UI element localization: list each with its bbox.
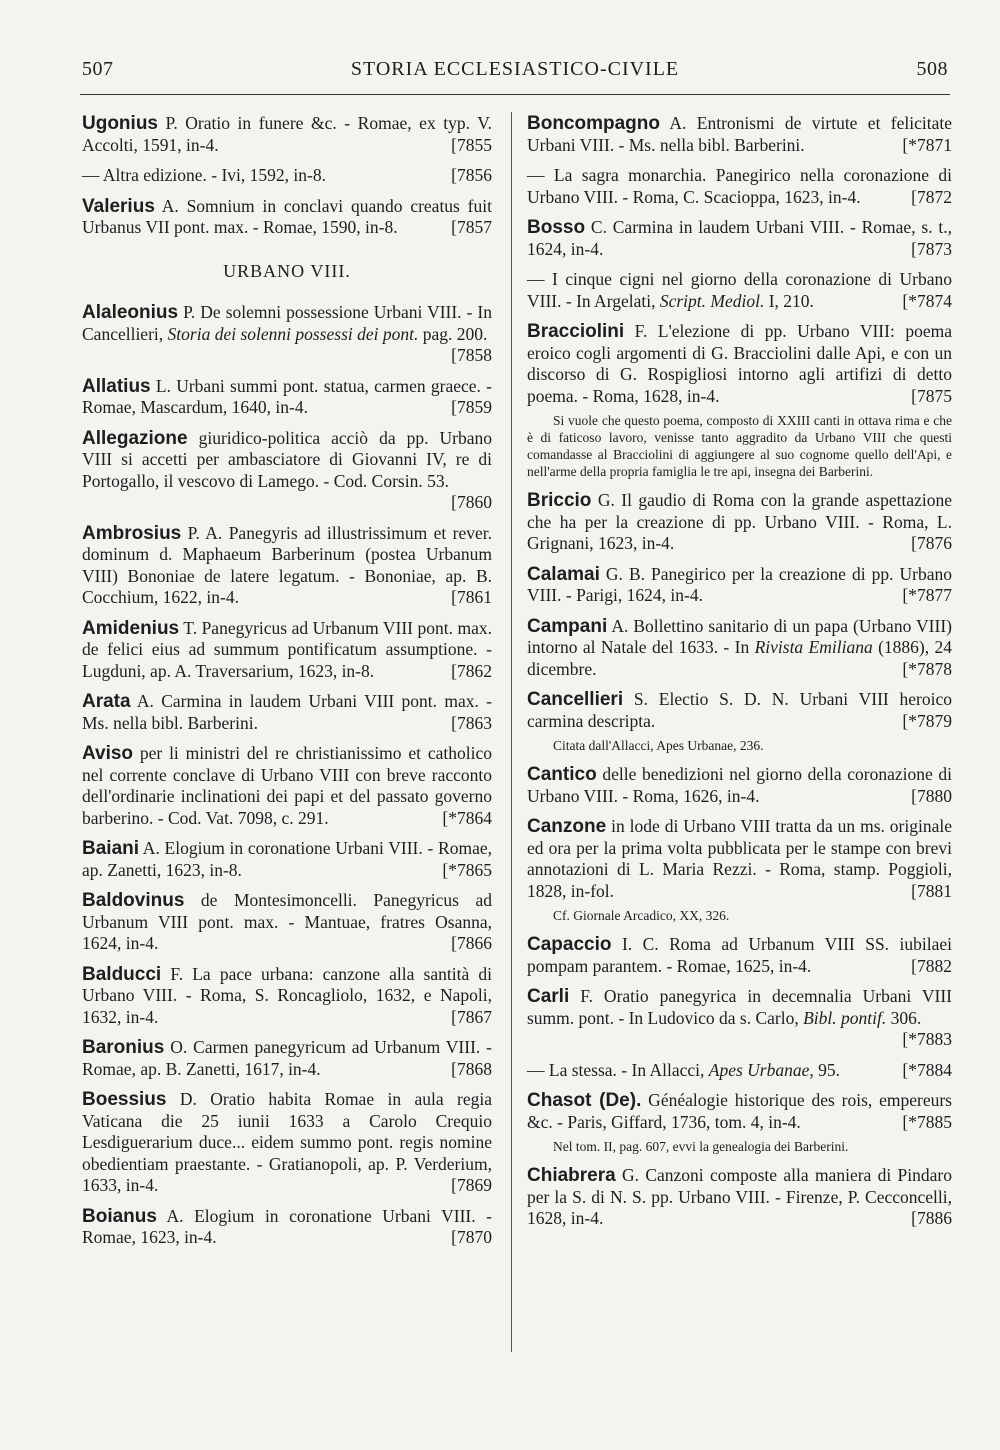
bibliography-entry [82,890,492,955]
entry-text: L. Urbani summi pont. statua, carmen graece. - Romae, Mascardum, 1640, in-4. [82,375,492,417]
entry-text-continued: 306. [886,1007,922,1028]
entry-number: [7856 [451,165,492,185]
entry-number: [*7885 [902,1111,952,1132]
entry-number: [7863 [451,712,492,733]
entry-author: Cantico [527,764,597,785]
entry-author: Boncompagno [527,113,660,134]
bibliography-entry [527,217,952,260]
entry-text: de Montesimoncelli. Panegyricus ad Urbanum VIII pont. max. - Mantuae, fratres Osanna, 1624, in-4. [82,890,492,953]
entry-author: Baronius [82,1037,165,1058]
entry-text: A. Entronismi de virtute et felicitate Urbani VIII. - Ms. nella bibl. Barberini. [527,113,952,155]
bibliography-entry [527,934,952,977]
entry-italic-title: Rivista Emiliana [754,637,873,657]
entry-text: delle benedizioni nel giorno della coronazione di Urbano VIII. - Roma, 1626, in-4. [527,764,952,806]
entry-text: A. Elogium in coronatione Urbani VIII. - Romae, 1623, in-4. [82,1205,492,1247]
entry-text: G. Il gaudio di Roma con la grande aspettazione che ha per la creazione di pp. Urbano VIII. - Roma, L. Grignani, 1623, in-4. [527,490,952,553]
entry-number: [7881 [911,880,952,901]
entry-author: Valerius [82,195,155,217]
section-heading: URBANO VIII. [223,260,351,281]
entry-author: Arata [82,691,131,712]
entry-text: — La sagra monarchia. Panegirico nella coronazione di Urbano VIII. - Roma, C. Scacioppa, 1623, in-4. [527,165,952,207]
bibliography-entry [82,523,492,609]
entry-author: Boessius [82,1089,167,1110]
entry-note: Citata dall'Allacci, Apes Urbanae, 236. [553,738,764,753]
entry-author: Amidenius [82,617,180,639]
bibliography-entry [82,428,492,514]
entry-text: F. La pace urbana: canzone alla santità di Urbano VIII. - Roma, S. Roncagliolo, 1632, e Napoli, 1632, in-4. [82,963,492,1027]
left-column [82,113,492,1258]
bibliography-entry [527,113,952,156]
entry-number: [*7884 [902,1059,952,1080]
bibliography-entry [527,490,952,555]
bibliography-entry [82,743,492,829]
entry-number: [*7878 [902,658,952,679]
entry-author: Chiabrera [527,1165,616,1186]
entry-number: [*7865 [442,859,492,880]
entry-number: [*7871 [902,134,952,155]
header-rule [80,94,950,95]
entry-author: Allegazione [82,427,188,449]
entry-author: Allatius [82,375,151,397]
entry-text: C. Carmina in laudem Urbani VIII. - Romae, s. t., 1624, in-4. [527,217,952,259]
bibliography-entry [527,1090,952,1133]
bibliography-entry [527,986,952,1051]
entry-italic-title: Storia dei solenni possessi dei pont. [167,323,419,344]
entry-italic-title: Apes Urbanae, [708,1059,814,1080]
entry-author: Briccio [527,490,592,511]
entry-number: [7872 [911,186,952,207]
entry-author: Alaleonius [82,302,179,323]
column-divider [511,112,512,1352]
entry-number: [7861 [451,587,492,607]
bibliography-entry [527,689,952,732]
entry-text: A. Elogium in coronatione Urbani VIII. - Romae, ap. Zanetti, 1623, in-8. [82,838,492,880]
entry-number: [7873 [911,238,952,259]
entry-number: [7862 [451,660,492,681]
entry-text: — La stessa. - In Allacci, [527,1059,709,1080]
entry-text: — I cinque cigni nel giorno della coronazione di Urbano VIII. - In Argelati, [527,269,952,311]
entry-author: Bracciolini [527,321,625,342]
entry-number: [7855 [451,134,492,155]
entry-author: Chasot (De). [527,1090,642,1111]
bibliography-entry [527,269,952,312]
entry-text: giuridico-politica acciò da pp. Urbano VIII si accetti per ambasciatore di Giovanni IV, re di Portogallo, il vescovo di Lamego. - Cod. Corsin. 53. [82,427,492,491]
entry-number: [7876 [911,533,952,553]
bibliography-entry [82,1206,492,1249]
bibliography-entry [82,964,492,1029]
bibliography-entry [527,1060,952,1082]
bibliography-entry [82,691,492,734]
entry-number: [7868 [451,1058,492,1079]
entry-number: [7858 [451,345,492,365]
page-header [82,58,948,88]
entry-author: Baldovinus [82,890,185,911]
entry-author: Cancellieri [527,689,624,710]
entry-author: Canzone [527,816,607,837]
entry-text-continued: I, 210. [764,290,814,311]
entry-number: [*7874 [902,290,952,311]
entry-author: Bosso [527,217,586,238]
entry-author: Ugonius [82,113,158,134]
running-title: STORIA ECCLESIASTICO-CIVILE [350,58,680,80]
bibliography-entry [82,838,492,881]
bibliography-entry [527,321,952,407]
bibliography-entry [82,1089,492,1197]
entry-text: I. C. Roma ad Urbanum VIII SS. iubilaei pompam parantem. - Romae, 1625, in-4. [527,934,952,976]
bibliography-entry [82,1037,492,1080]
entry-text: F. Oratio panegyrica in decemnalia Urbani VIII summ. pont. - In Ludovico da s. Carlo, [527,986,952,1028]
page-number-right: 508 [916,58,948,80]
entry-author: Boianus [82,1205,157,1227]
entry-text: F. L'elezione di pp. Urbano VIII: poema eroico cogli argomenti di G. Bracciolini dalle Api, e con un discorso di G. Rospigliosi intorno agli artifizi di detto poema. - Roma, 1628, in-4. [527,321,952,406]
entry-text: A. Bollettino sanitario di un papa (Urbano VIII) intorno al Natale del 1633. - In [527,615,952,657]
bibliography-entry [527,764,952,807]
entry-text-continued: pag. 200. [418,323,488,344]
entry-text: D. Oratio habita Romae in aula regia Vaticana die 25 iunii 1633 a Carolo Crequio Lesdiguerarium duce... eidem summo pont. regis nomine obedientiam praestante. - Gratianopoli, ap. P. Verderium, 1633, in-4. [82,1089,492,1195]
entry-number: [7869 [451,1175,492,1195]
entry-text: P. A. Panegyris ad illustrissimum et rever. dominum d. Maphaeum Barberinum (postea Urbanum VIII) Bononiae de latere legatum. - Bononiae, ap. B. Cocchium, 1622, in-4. [82,522,492,607]
bibliography-entry [82,165,492,187]
bibliography-entry [82,302,492,367]
entry-author: Aviso [82,743,134,764]
entry-number: [7859 [451,397,492,417]
entry-author: Carli [527,986,570,1007]
entry-number: [7860 [451,492,492,512]
entry-text-continued: 95. [813,1059,840,1080]
bibliography-entry [527,1165,952,1230]
entry-number: [7866 [451,933,492,953]
entry-number: [*7883 [902,1029,952,1049]
entry-text: P. Oratio in funere &c. - Romae, ex typ. V. Accolti, 1591, in-4. [82,113,492,155]
entry-number: [*7864 [442,807,492,828]
bibliography-entry [527,564,952,607]
entry-text: — Altra edizione. - Ivi, 1592, in-8. [82,165,326,185]
entry-note: Nel tom. II, pag. 607, evvi la genealogia dei Barberini. [553,1139,849,1154]
bibliography-entry [82,196,492,239]
entry-text: A. Somnium in conclavi quando creatus fuit Urbanus VII pont. max. - Romae, 1590, in-8. [82,195,492,237]
entry-author: Ambrosius [82,522,182,544]
entry-text-continued: (1886), 24 dicembre. [527,637,952,679]
entry-number: [7867 [451,1006,492,1027]
entry-italic-title: Script. Mediol. [659,290,765,311]
entry-text: T. Panegyricus ad Urbanum VIII pont. max. de felici eius ad summum pontificatum assumptione. - Lugduni, ap. A. Traversarium, 1623, in-8. [82,617,492,681]
bibliography-entry [82,113,492,156]
entry-text: in lode di Urbano VIII tratta da un ms. originale ed ora per la prima volta pubblicata per le stampe con brevi annotazioni di L. Maria Rezzi. - Roma, stamp. Poggioli, 1828, in-fol. [527,816,952,901]
entry-number: [7857 [451,217,492,237]
entry-note: Cf. Giornale Arcadico, XX, 326. [553,908,730,923]
bibliography-entry [82,376,492,419]
entry-number: [7875 [911,385,952,406]
entry-text: G. Canzoni composte alla maniera di Pindaro per la S. di N. S. pp. Urbano VIII. - Firenze, P. Cecconcelli, 1628, in-4. [527,1165,952,1228]
entry-note: Si vuole che questo poema, composto di XXIII canti in ottava rima e che è di faticoso lavoro, venisse tanto aggradito da Urbano VIII che questi comandasse al Bracciolini di aggiungere al suo cognome quello dell'Api, e nell'arme della propria famiglia le tre api, insegna dei Barberini. [527,413,952,479]
page-number-left: 507 [82,58,114,80]
entry-text: O. Carmen panegyricum ad Urbanum VIII. - Romae, ap. B. Zanetti, 1617, in-4. [82,1037,492,1079]
entry-text: S. Electio S. D. N. Urbani VIII heroico carmina descripta. [527,689,952,731]
entry-number: [*7879 [902,710,952,731]
entry-number: [7886 [911,1208,952,1228]
bibliography-entry [82,618,492,683]
entry-number: [*7877 [902,585,952,605]
entry-author: Balducci [82,963,162,985]
entry-number: [7870 [451,1227,492,1247]
entry-author: Capaccio [527,934,612,955]
entry-text: P. De solemni possessione Urbani VIII. - In Cancellieri, [82,302,492,344]
right-column [527,113,952,1239]
entry-author: Campani [527,615,608,637]
entry-number: [7880 [911,785,952,806]
entry-author: Calamai [527,563,600,585]
entry-author: Baiani [82,838,140,859]
entry-italic-title: Bibl. pontif. [803,1007,887,1028]
entry-text: A. Carmina in laudem Urbani VIII pont. max. - Ms. nella bibl. Barberini. [82,691,492,733]
entry-text: G. B. Panegirico per la creazione di pp. Urbano VIII. - Parigi, 1624, in-4. [527,563,952,605]
entry-text: per li ministri del re christianissimo et catholico nel corrente conclave di Urbano VIII con breve racconto dell'ordinarie inclinationi dei papi et del passato governo barberino. - Cod. Vat. 7098, c. 291. [82,743,492,828]
bibliography-entry [527,616,952,681]
entry-number: [7882 [911,955,952,976]
bibliography-entry [527,816,952,902]
entry-text: Généalogie historique des rois, empereurs &c. - Paris, Giffard, 1736, tom. 4, in-4. [527,1090,952,1132]
bibliography-entry [527,165,952,208]
